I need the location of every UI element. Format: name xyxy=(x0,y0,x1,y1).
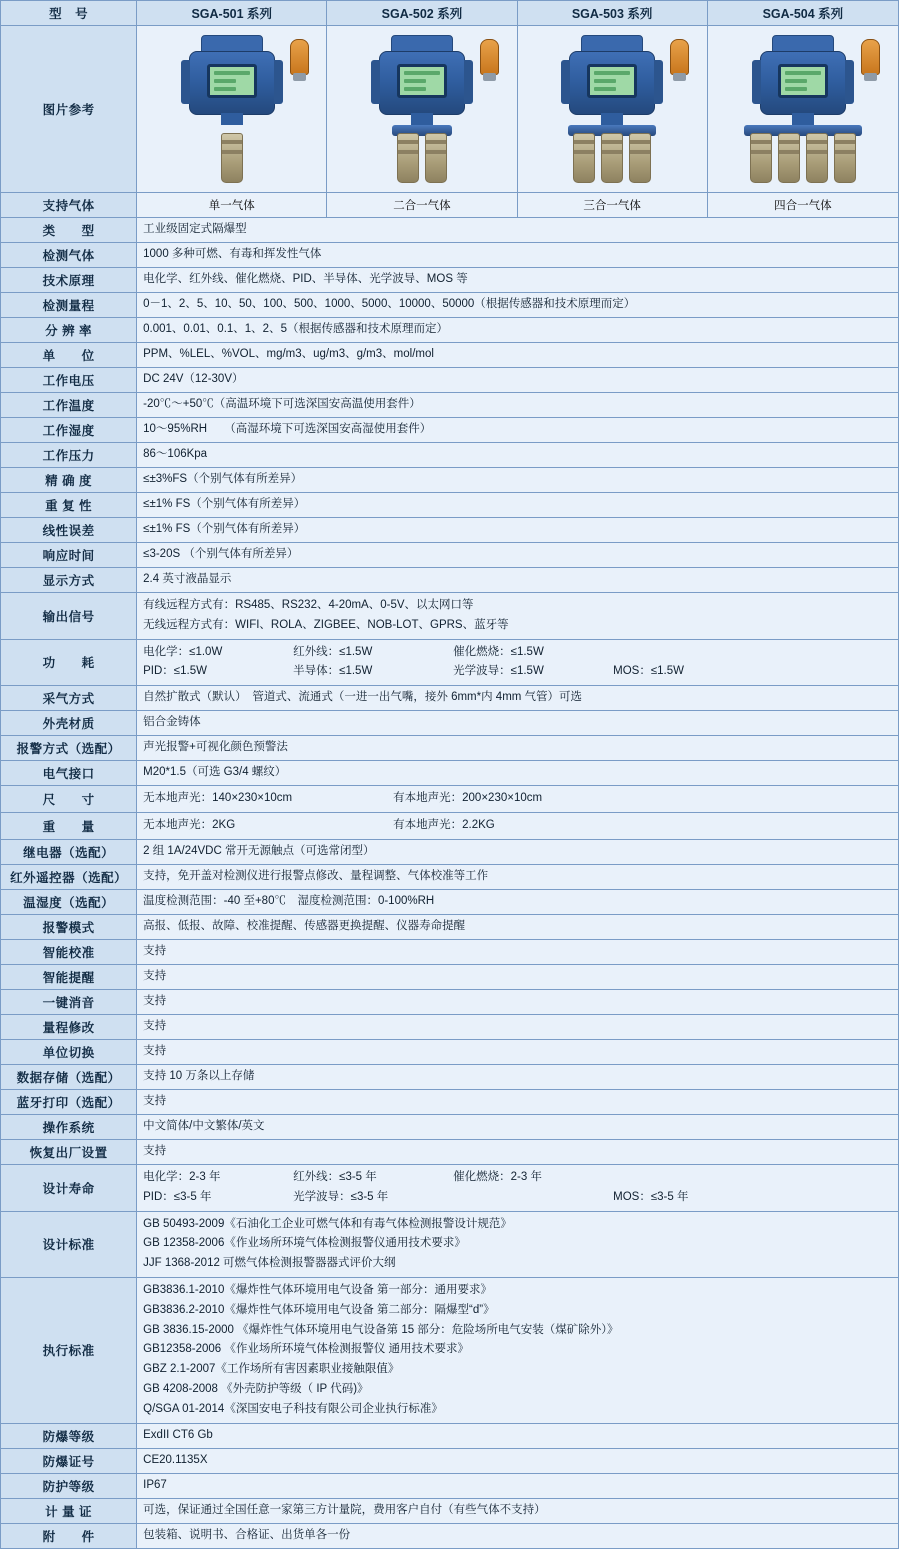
row-label-pressure: 工作压力 xyxy=(1,443,137,468)
weight-with-alarm: 有本地声光：2.2KG xyxy=(393,819,495,832)
row-value-ir-remote: 支持，免开盖对检测仪进行报警点修改、量程调整、气体校准等工作 xyxy=(137,864,899,889)
row-value-alarm-mode: 高报、低报、故障、校准提醒、传感器更换提醒、仪器寿命提醒 xyxy=(137,914,899,939)
row-label-range: 检测量程 xyxy=(1,293,137,318)
row-value-accuracy: ≤±3%FS（个别气体有所差异） xyxy=(137,468,899,493)
row-value-operating-system: 中文简体/中文繁体/英文 xyxy=(137,1114,899,1139)
table-row-accessories xyxy=(1,1523,899,1548)
table-row-metrology-cert xyxy=(1,1498,899,1523)
power-item-mos: MOS：≤1.5W xyxy=(613,665,684,678)
row-value-relay: 2 组 1A/24VDC 常开无源触点（可选常闭型） xyxy=(137,839,899,864)
table-row-resolution xyxy=(1,318,899,343)
row-value-repeatability: ≤±1% FS（个别气体有所差异） xyxy=(137,493,899,518)
design-standard-line: GB 50493-2009《石油化工企业可燃气体和有毒气体检测报警设计规范》 xyxy=(143,1217,512,1230)
table-row-explosion-proof-grade xyxy=(1,1423,899,1448)
row-label-range-modify: 量程修改 xyxy=(1,1014,137,1039)
power-item-catalytic: 催化燃烧：≤1.5W xyxy=(453,645,544,658)
row-value-accessories: 包装箱、说明书、合格证、出货单各一份 xyxy=(137,1523,899,1548)
row-value-data-storage: 支持 10 万条以上存储 xyxy=(137,1064,899,1089)
sensor-probe-icon xyxy=(573,133,595,183)
power-item-semiconductor: 半导体：≤1.5W xyxy=(293,665,373,678)
table-row-images xyxy=(1,26,899,193)
table-row-data-storage xyxy=(1,1064,899,1089)
row-value-exec-standard xyxy=(137,1277,899,1423)
table-row-one-key-mute xyxy=(1,989,899,1014)
row-label-weight: 重 量 xyxy=(1,813,137,840)
row-label-metrology-cert: 计 量 证 xyxy=(1,1498,137,1523)
model-name-3: SGA-503 系列 xyxy=(517,1,707,26)
row-value-protection-grade: IP67 xyxy=(137,1473,899,1498)
life-item-optical-waveguide: 光学波导：≤3-5 年 xyxy=(293,1190,389,1203)
exec-standard-line: GB3836.1-2010《爆炸性气体环境用电气设备 第一部分：通用要求》 xyxy=(143,1283,493,1296)
row-label-power: 功 耗 xyxy=(1,639,137,686)
row-label-accuracy: 精 确 度 xyxy=(1,468,137,493)
row-value-design-life xyxy=(137,1164,899,1211)
gas-support-value-2: 二合一气体 xyxy=(327,193,517,218)
power-item-electrochemical: 电化学：≤1.0W xyxy=(143,645,223,658)
sensor-probe-icon xyxy=(806,133,828,183)
table-row-temperature xyxy=(1,393,899,418)
design-standard-line: JJF 1368-2012 可燃气体检测报警器器式评价大纲 xyxy=(143,1257,396,1270)
row-label-electrical-interface: 电气接口 xyxy=(1,761,137,786)
table-row-output-signal xyxy=(1,593,899,640)
lcd-screen-icon xyxy=(587,64,637,98)
row-value-unit: PPM、%LEL、%VOL、mg/m3、ug/m3、g/m3、mol/mol xyxy=(137,343,899,368)
table-row-ir-remote xyxy=(1,864,899,889)
table-row-voltage xyxy=(1,368,899,393)
row-value-linearity: ≤±1% FS（个别气体有所差异） xyxy=(137,518,899,543)
sensor-probe-group xyxy=(573,133,651,183)
row-label-alarm-method: 报警方式（选配） xyxy=(1,736,137,761)
row-label-smart-calibration: 智能校准 xyxy=(1,939,137,964)
row-value-alarm-method: 声光报警+可视化颜色预警法 xyxy=(137,736,899,761)
row-value-voltage: DC 24V（12-30V） xyxy=(137,368,899,393)
sensor-probe-icon xyxy=(221,133,243,183)
row-label-display: 显示方式 xyxy=(1,568,137,593)
row-value-sampling: 自然扩散式（默认） 管道式、流通式（一进一出气嘴，接外 6mm*内 4mm 气管）可选 xyxy=(137,686,899,711)
product-image-1 xyxy=(137,26,327,193)
row-label-linearity: 线性误差 xyxy=(1,518,137,543)
row-value-principle: 电化学、红外线、催化燃烧、PID、半导体、光学波导、MOS 等 xyxy=(137,268,899,293)
row-value-humidity: 10～95%RH （高湿环境下可选深国安高湿使用套件） xyxy=(137,418,899,443)
detector-neck-icon xyxy=(411,113,433,125)
table-row-weight xyxy=(1,813,899,840)
table-row-shell-material xyxy=(1,711,899,736)
sensor-probe-icon xyxy=(397,133,419,183)
row-label-model: 型 号 xyxy=(1,1,137,26)
row-label-design-standard: 设计标准 xyxy=(1,1211,137,1277)
output-wireless-line: 无线远程方式有：WIFI、ROLA、ZIGBEE、NOB-LOT、GPRS、蓝牙等 xyxy=(143,618,509,631)
row-value-factory-reset: 支持 xyxy=(137,1139,899,1164)
table-row-explosion-proof-cert xyxy=(1,1448,899,1473)
gas-support-value-1: 单一气体 xyxy=(137,193,327,218)
row-value-bluetooth-print: 支持 xyxy=(137,1089,899,1114)
row-value-unit-switch: 支持 xyxy=(137,1039,899,1064)
row-label-image: 图片参考 xyxy=(1,26,137,193)
table-row-principle xyxy=(1,268,899,293)
exec-standard-line: GBZ 2.1-2007《工作场所有害因素职业接触限值》 xyxy=(143,1363,400,1376)
detector-housing-icon xyxy=(569,51,655,115)
row-value-metrology-cert: 可选，保证通过全国任意一家第三方计量院，费用客户自付（有些气体不支持） xyxy=(137,1498,899,1523)
table-row-gas-support xyxy=(1,193,899,218)
row-label-principle: 技术原理 xyxy=(1,268,137,293)
model-name-4: SGA-504 系列 xyxy=(707,1,898,26)
table-row-factory-reset xyxy=(1,1139,899,1164)
detector-housing-icon xyxy=(379,51,465,115)
table-row-sampling xyxy=(1,686,899,711)
size-without-alarm: 无本地声光：140×230×10cm xyxy=(143,792,293,805)
row-value-explosion-proof-grade: ExdII CT6 Gb xyxy=(137,1423,899,1448)
product-image-3 xyxy=(517,26,707,193)
table-row-range xyxy=(1,293,899,318)
exec-standard-line: GB3836.2-2010《爆炸性气体环境用电气设备 第二部分：隔爆型“d”》 xyxy=(143,1303,495,1316)
output-wired-line: 有线远程方式有：RS485、RS232、4-20mA、0-5V、以太网口等 xyxy=(143,599,474,611)
product-image-4 xyxy=(707,26,898,193)
model-name-2: SGA-502 系列 xyxy=(327,1,517,26)
lcd-screen-icon xyxy=(207,64,257,98)
row-value-power xyxy=(137,639,899,686)
table-row-repeatability xyxy=(1,493,899,518)
detector-housing-icon xyxy=(760,51,846,115)
exec-standard-line: Q/SGA 01-2014《深国安电子科技有限公司企业执行标准》 xyxy=(143,1402,443,1415)
table-row-electrical-interface xyxy=(1,761,899,786)
row-value-resolution: 0.001、0.01、0.1、1、2、5（根据传感器和技术原理而定） xyxy=(137,318,899,343)
row-label-humidity: 工作湿度 xyxy=(1,418,137,443)
table-row-design-standard xyxy=(1,1211,899,1277)
row-value-smart-calibration: 支持 xyxy=(137,939,899,964)
power-item-blank xyxy=(613,643,753,663)
table-row-alarm-method xyxy=(1,736,899,761)
row-label-explosion-proof-cert: 防爆证号 xyxy=(1,1448,137,1473)
row-value-output-signal xyxy=(137,593,899,640)
exec-standard-line: GB 4208-2008 《外壳防护等级（ IP 代码)》 xyxy=(143,1383,369,1395)
row-value-size xyxy=(137,786,899,813)
sensor-probe-icon xyxy=(834,133,856,183)
alarm-lamp-icon xyxy=(480,39,499,75)
lcd-screen-icon xyxy=(778,64,828,98)
table-row-operating-system xyxy=(1,1114,899,1139)
power-item-pid: PID：≤1.5W xyxy=(143,665,207,678)
row-label-one-key-mute: 一键消音 xyxy=(1,989,137,1014)
detector-neck-icon xyxy=(601,113,623,125)
row-value-one-key-mute: 支持 xyxy=(137,989,899,1014)
row-label-temp-humidity-option: 温湿度（选配） xyxy=(1,889,137,914)
row-value-pressure: 86～106Kpa xyxy=(137,443,899,468)
table-row-alarm-mode xyxy=(1,914,899,939)
row-label-design-life: 设计寿命 xyxy=(1,1164,137,1211)
size-with-alarm: 有本地声光：200×230×10cm xyxy=(393,792,543,805)
table-row-size xyxy=(1,786,899,813)
exec-standard-line: GB12358-2006 《作业场所环境气体检测报警仪 通用技术要求》 xyxy=(143,1343,470,1356)
row-value-design-standard xyxy=(137,1211,899,1277)
row-label-data-storage: 数据存储（选配） xyxy=(1,1064,137,1089)
gas-detector-illustration-2 xyxy=(337,33,507,185)
life-item-blank xyxy=(613,1168,753,1188)
detector-housing-icon xyxy=(189,51,275,115)
life-item-mos: MOS：≤3-5 年 xyxy=(613,1190,689,1203)
product-image-2 xyxy=(327,26,517,193)
row-value-type: 工业级固定式隔爆型 xyxy=(137,218,899,243)
row-label-operating-system: 操作系统 xyxy=(1,1114,137,1139)
sensor-probe-icon xyxy=(778,133,800,183)
row-value-explosion-proof-cert: CE20.1135X xyxy=(137,1448,899,1473)
row-label-unit-switch: 单位切换 xyxy=(1,1039,137,1064)
row-label-detect-gas: 检测气体 xyxy=(1,243,137,268)
table-row-bluetooth-print xyxy=(1,1089,899,1114)
power-item-optical-waveguide: 光学波导：≤1.5W xyxy=(453,665,544,678)
row-value-display: 2.4 英寸液晶显示 xyxy=(137,568,899,593)
table-row-protection-grade xyxy=(1,1473,899,1498)
row-label-smart-reminder: 智能提醒 xyxy=(1,964,137,989)
life-item-pid: PID：≤3-5 年 xyxy=(143,1190,212,1203)
row-value-shell-material: 铝合金铸体 xyxy=(137,711,899,736)
life-item-catalytic: 催化燃烧：2-3 年 xyxy=(453,1170,542,1183)
row-label-bluetooth-print: 蓝牙打印（选配） xyxy=(1,1089,137,1114)
row-value-smart-reminder: 支持 xyxy=(137,964,899,989)
row-label-gas-support: 支持气体 xyxy=(1,193,137,218)
table-row-exec-standard xyxy=(1,1277,899,1423)
table-row-smart-reminder xyxy=(1,964,899,989)
design-standard-line: GB 12358-2006《作业场所环境气体检测报警仪通用技术要求》 xyxy=(143,1237,466,1250)
detector-neck-icon xyxy=(792,113,814,125)
row-value-range-modify: 支持 xyxy=(137,1014,899,1039)
row-label-unit: 单 位 xyxy=(1,343,137,368)
row-label-factory-reset: 恢复出厂设置 xyxy=(1,1139,137,1164)
alarm-lamp-icon xyxy=(670,39,689,75)
exec-standard-line: GB 3836.15-2000 《爆炸性气体环境用电气设备第 15 部分：危险场所电气安装（煤矿除外）》 xyxy=(143,1323,619,1336)
row-label-repeatability: 重 复 性 xyxy=(1,493,137,518)
row-label-type: 类 型 xyxy=(1,218,137,243)
table-row-accuracy xyxy=(1,468,899,493)
row-label-protection-grade: 防护等级 xyxy=(1,1473,137,1498)
sensor-probe-icon xyxy=(425,133,447,183)
row-label-size: 尺 寸 xyxy=(1,786,137,813)
sensor-probe-group xyxy=(750,133,856,183)
life-item-electrochemical: 电化学：2-3 年 xyxy=(143,1170,221,1183)
sensor-probe-icon xyxy=(629,133,651,183)
table-row-smart-calibration xyxy=(1,939,899,964)
alarm-lamp-icon xyxy=(290,39,309,75)
row-value-electrical-interface: M20*1.5（可选 G3/4 螺纹） xyxy=(137,761,899,786)
table-row-relay xyxy=(1,839,899,864)
table-row-display xyxy=(1,568,899,593)
table-row-unit-switch xyxy=(1,1039,899,1064)
gas-detector-illustration-1 xyxy=(147,33,317,185)
row-value-temp-humidity-option: 温度检测范围：-40 至+80℃ 湿度检测范围：0-100%RH xyxy=(137,889,899,914)
row-label-explosion-proof-grade: 防爆等级 xyxy=(1,1423,137,1448)
row-value-response-time: ≤3-20S （个别气体有所差异） xyxy=(137,543,899,568)
row-label-exec-standard: 执行标准 xyxy=(1,1277,137,1423)
row-label-accessories: 附 件 xyxy=(1,1523,137,1548)
gas-support-value-4: 四合一气体 xyxy=(707,193,898,218)
power-item-infrared: 红外线：≤1.5W xyxy=(293,645,373,658)
table-row-response-time xyxy=(1,543,899,568)
sensor-probe-group xyxy=(397,133,447,183)
row-value-weight xyxy=(137,813,899,840)
row-label-sampling: 采气方式 xyxy=(1,686,137,711)
table-row-temp-humidity-option xyxy=(1,889,899,914)
row-label-voltage: 工作电压 xyxy=(1,368,137,393)
lcd-screen-icon xyxy=(397,64,447,98)
gas-detector-illustration-4 xyxy=(718,33,888,185)
row-value-range: 0－1、2、5、10、50、100、500、1000、5000、10000、50000（根据传感器和技术原理而定） xyxy=(137,293,899,318)
row-label-output-signal: 输出信号 xyxy=(1,593,137,640)
row-value-temperature: -20℃～+50℃（高温环境下可选深国安高温使用套件） xyxy=(137,393,899,418)
gas-support-value-3: 三合一气体 xyxy=(517,193,707,218)
table-row-humidity xyxy=(1,418,899,443)
row-label-response-time: 响应时间 xyxy=(1,543,137,568)
row-value-detect-gas: 1000 多种可燃、有毒和挥发性气体 xyxy=(137,243,899,268)
row-label-relay: 继电器（选配） xyxy=(1,839,137,864)
row-label-alarm-mode: 报警模式 xyxy=(1,914,137,939)
detector-neck-icon xyxy=(221,113,243,125)
gas-detector-illustration-3 xyxy=(527,33,697,185)
table-row-type xyxy=(1,218,899,243)
weight-without-alarm: 无本地声光：2KG xyxy=(143,819,236,832)
sensor-probe-group xyxy=(221,133,243,183)
sensor-probe-icon xyxy=(601,133,623,183)
table-row-model xyxy=(1,1,899,26)
row-label-temperature: 工作温度 xyxy=(1,393,137,418)
table-row-range-modify xyxy=(1,1014,899,1039)
table-row-pressure xyxy=(1,443,899,468)
sensor-probe-icon xyxy=(750,133,772,183)
table-row-linearity xyxy=(1,518,899,543)
row-label-ir-remote: 红外遥控器（选配） xyxy=(1,864,137,889)
row-label-resolution: 分 辨 率 xyxy=(1,318,137,343)
table-row-unit xyxy=(1,343,899,368)
row-label-shell-material: 外壳材质 xyxy=(1,711,137,736)
alarm-lamp-icon xyxy=(861,39,880,75)
life-item-infrared: 红外线：≤3-5 年 xyxy=(293,1170,377,1183)
table-row-design-life xyxy=(1,1164,899,1211)
model-name-1: SGA-501 系列 xyxy=(137,1,327,26)
table-row-power xyxy=(1,639,899,686)
table-row-detect-gas xyxy=(1,243,899,268)
